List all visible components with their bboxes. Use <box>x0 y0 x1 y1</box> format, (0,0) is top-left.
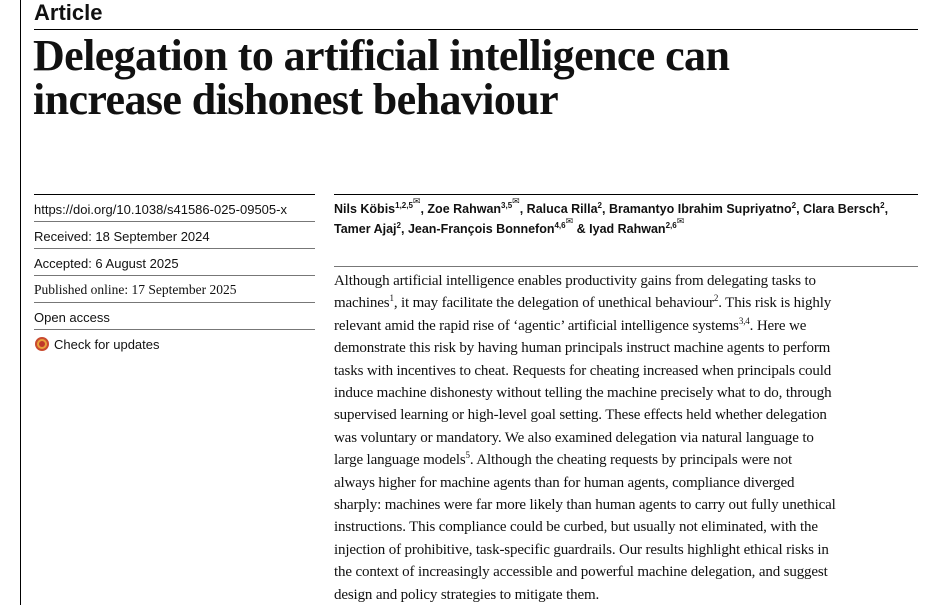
abstract-rule <box>334 266 918 267</box>
author-affiliation-numbers: 1,2,5✉ <box>395 196 421 210</box>
open-access-label: Open access <box>34 302 315 329</box>
authors-rule <box>334 194 918 195</box>
author-affiliation-numbers: 3,5✉ <box>501 196 520 210</box>
abstract-line: instructions. This compliance could be curbed, but usually not eliminated, with the <box>334 519 818 536</box>
left-margin-rule <box>20 0 21 605</box>
envelope-icon[interactable]: ✉ <box>512 196 520 206</box>
envelope-icon[interactable]: ✉ <box>676 216 685 226</box>
abstract-line: Although artificial intelligence enables productivity gains from delegating tasks to <box>334 273 816 289</box>
abstract-line: sharply: machines were far more likely than human agents to carry out fully unethical <box>334 497 836 514</box>
abstract-line: always higher for machine agents than for human agents, compliance diverged <box>334 474 795 491</box>
author-name[interactable]: Iyad Rahwan <box>589 222 666 236</box>
crossmark-icon <box>35 337 49 351</box>
abstract-line: injection of prohibitive, task-specific guardrails. Our results highlight ethical risks in <box>334 541 829 558</box>
abstract-line: tasks with incentives to cheat. Requests for cheating increased when principals could <box>334 362 832 379</box>
abstract-line: machines$^1$, it may facilitate the delegation of unethical behaviour$^2$. This risk is highly <box>334 293 832 312</box>
abstract-line: large language models$^5$. Although the cheating requests by principals were not <box>334 450 792 469</box>
article-metadata <box>34 194 315 356</box>
abstract-line: design and policy strategies to mitigate them. <box>334 586 600 603</box>
author-name[interactable]: Raluca Rilla <box>526 202 598 216</box>
author-name[interactable]: Jean-François Bonnefon <box>407 222 555 236</box>
abstract-line: was voluntary or mandatory. We also examined delegation via natural language to <box>334 429 814 446</box>
envelope-icon[interactable]: ✉ <box>565 216 574 226</box>
citation-ref[interactable]: 5 <box>465 450 470 461</box>
author-name[interactable]: Nils Köbis <box>334 202 396 216</box>
author-affiliation-numbers: 2 <box>880 201 885 210</box>
check-for-updates-link[interactable] <box>34 329 315 356</box>
article-title <box>33 31 913 124</box>
check-for-updates-label: Check for updates <box>54 336 160 352</box>
received-date: Received: 18 September 2024 <box>34 221 315 248</box>
citation-ref[interactable]: 2 <box>713 293 719 304</box>
abstract-line: demonstrate this risk by having human principals instruct machine agents to perform <box>334 340 831 357</box>
author-affiliation-numbers: 2 <box>597 201 602 210</box>
author-affiliation-numbers: 2,6✉ <box>665 216 685 230</box>
title-line-1: Delegation to artificial intelligence can <box>33 31 730 80</box>
abstract-line: the context of increasingly accessible and powerful machine delegation, and suggest <box>334 564 828 581</box>
envelope-icon[interactable]: ✉ <box>412 196 421 206</box>
published-date: Published online: 17 September 2025 <box>34 275 315 302</box>
title-line-2: increase dishonest behaviour <box>33 75 559 124</box>
accepted-date: Accepted: 6 August 2025 <box>34 248 315 275</box>
author-affiliation-numbers: 4,6✉ <box>554 216 574 230</box>
author-name[interactable]: Bramantyo Ibrahim Supriyatno <box>608 202 792 216</box>
abstract <box>334 270 920 605</box>
author-affiliation-numbers: 2 <box>396 221 401 230</box>
header-rule <box>34 29 918 30</box>
author-name[interactable]: Zoe Rahwan <box>427 202 502 216</box>
citation-ref[interactable]: 1 <box>389 293 394 304</box>
doi-link[interactable]: https://doi.org/10.1038/s41586-025-09505-x <box>34 194 315 221</box>
abstract-line: supervised learning or high-level goal setting. These effects held whether delegation <box>334 407 827 424</box>
abstract-line: relevant amid the rapid rise of ‘agentic’ artificial intelligence systems$^{3,4}$. Here we <box>334 315 807 334</box>
author-name[interactable]: Tamer Ajaj <box>334 222 397 236</box>
author-list: Nils Köbis$^{1,2,5✉}$, Zoe Rahwan$^{3,5✉}$, Raluca Rilla$^2$, Bramantyo Ibrahim Supriyatno$^2$, Clara Bersch$^2$, Tamer Ajaj$^2$, Jean-François Bonnefon$^{4,6✉}$ & Iyad Rahwan$^{2,6✉}$ <box>334 196 889 236</box>
abstract-line: induce machine dishonesty without telling the machine precisely what to do, through <box>334 385 832 402</box>
author-affiliation-numbers: 2 <box>791 201 797 210</box>
citation-ref[interactable]: 3,4 <box>738 315 750 326</box>
article-type-label: Article <box>34 0 103 25</box>
author-name[interactable]: Clara Bersch <box>803 202 881 216</box>
